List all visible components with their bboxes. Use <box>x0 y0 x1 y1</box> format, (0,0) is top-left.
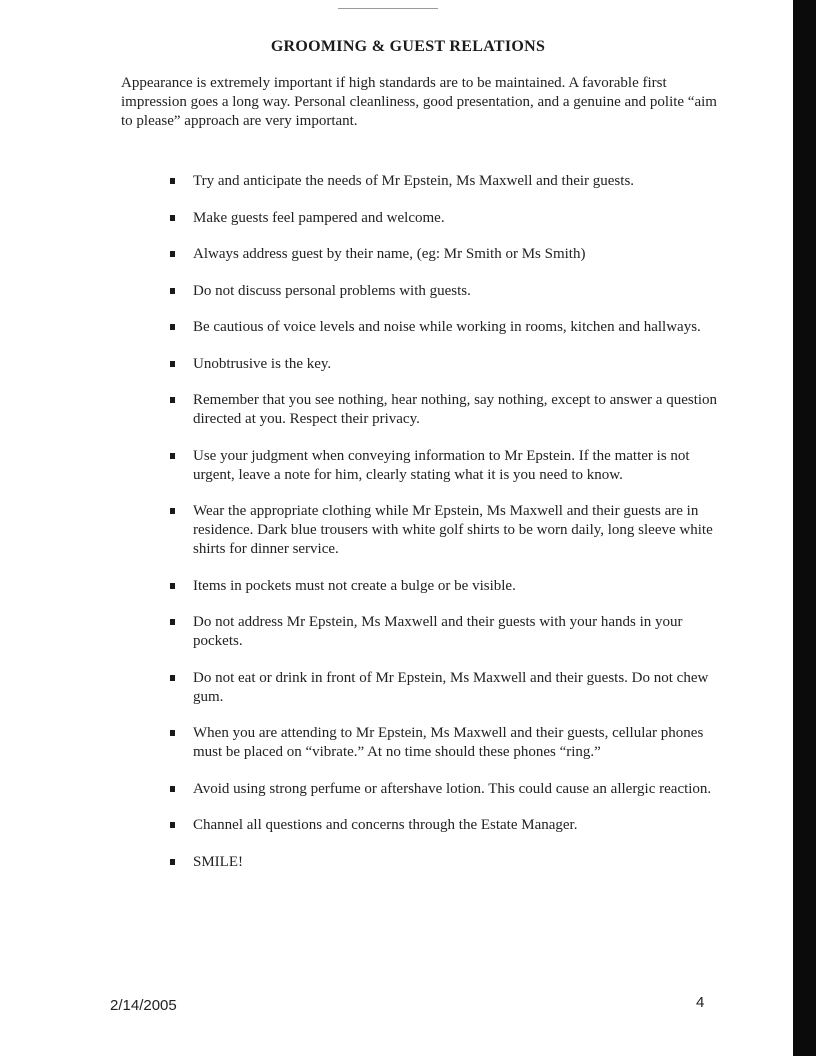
list-item-text: Avoid using strong perfume or aftershave lotion. This could cause an allergic reaction. <box>193 780 712 797</box>
square-bullet-icon <box>170 324 175 330</box>
list-item-text: SMILE! <box>193 853 243 870</box>
square-bullet-icon <box>170 397 175 403</box>
square-bullet-icon <box>170 251 175 257</box>
square-bullet-icon <box>170 215 175 221</box>
square-bullet-icon <box>170 508 175 514</box>
list-item <box>168 172 728 191</box>
list-item-text: Items in pockets must not create a bulge or be visible. <box>193 577 516 594</box>
page-title: GROOMING & GUEST RELATIONS <box>270 38 546 55</box>
footer-date: 2/14/2005 <box>110 997 177 1014</box>
list-item <box>168 853 728 872</box>
page-number: 4 <box>696 994 705 1011</box>
square-bullet-icon <box>170 730 175 736</box>
guideline-list <box>168 172 728 889</box>
list-item <box>168 245 728 264</box>
list-item-text: Be cautious of voice levels and noise while working in rooms, kitchen and hallways. <box>193 319 701 335</box>
list-item <box>168 318 728 337</box>
list-item <box>168 391 728 429</box>
list-item-text: Do not discuss personal problems with guests. <box>193 282 471 299</box>
list-item-text: Make guests feel pampered and welcome. <box>193 209 445 226</box>
list-item <box>168 724 728 762</box>
list-item <box>168 282 728 301</box>
list-item-text: Remember that you see nothing, hear nothing, say nothing, except to answer a question directed at you. Respect their privacy. <box>193 392 718 427</box>
list-item-text: Use your judgment when conveying information to Mr Epstein. If the matter is not urgent, leave a note for him, clearly stating what it is you need to know. <box>193 447 690 483</box>
list-item <box>168 209 728 228</box>
top-rule <box>338 8 438 9</box>
square-bullet-icon <box>170 583 175 589</box>
list-item <box>168 780 728 799</box>
list-item-text: Unobtrusive is the key. <box>193 355 332 372</box>
list-item-text: Channel all questions and concerns through the Estate Manager. <box>193 817 578 833</box>
square-bullet-icon <box>170 619 175 625</box>
list-item-text: Do not address Mr Epstein, Ms Maxwell and their guests with your hands in your pockets. <box>193 614 683 649</box>
list-item-text: Try and anticipate the needs of Mr Epstein, Ms Maxwell and their guests. <box>193 173 635 189</box>
list-item <box>168 447 728 485</box>
list-item <box>168 355 728 374</box>
intro-paragraph: Appearance is extremely important if high standards are to be maintained. A favorable first impression goes a long way. Personal cleanliness, good presentation, and a genuine and polite “aim to please” approach are very important. <box>121 75 717 129</box>
list-item <box>168 577 728 596</box>
square-bullet-icon <box>170 786 175 792</box>
list-item-text: Do not eat or drink in front of Mr Epstein, Ms Maxwell and their guests. Do not chew gum. <box>193 669 709 705</box>
square-bullet-icon <box>170 178 175 184</box>
list-item-text: Wear the appropriate clothing while Mr Epstein, Ms Maxwell and their guests are in residence. Dark blue trousers with white golf shirts to be worn daily, long sleeve white shirts for dinner service. <box>193 503 713 557</box>
square-bullet-icon <box>170 288 175 294</box>
square-bullet-icon <box>170 822 175 828</box>
list-item <box>168 613 728 651</box>
square-bullet-icon <box>170 675 175 681</box>
list-item-text: When you are attending to Mr Epstein, Ms Maxwell and their guests, cellular phones must be placed on “vibrate.” At no time should these phones “ring.” <box>193 725 704 760</box>
scan-edge-bar <box>793 0 816 1056</box>
list-item-text: Always address guest by their name, (eg: Mr Smith or Ms Smith) <box>193 246 586 262</box>
square-bullet-icon <box>170 453 175 459</box>
list-item <box>168 816 728 835</box>
square-bullet-icon <box>170 859 175 865</box>
list-item <box>168 502 728 559</box>
square-bullet-icon <box>170 361 175 367</box>
list-item <box>168 669 728 707</box>
